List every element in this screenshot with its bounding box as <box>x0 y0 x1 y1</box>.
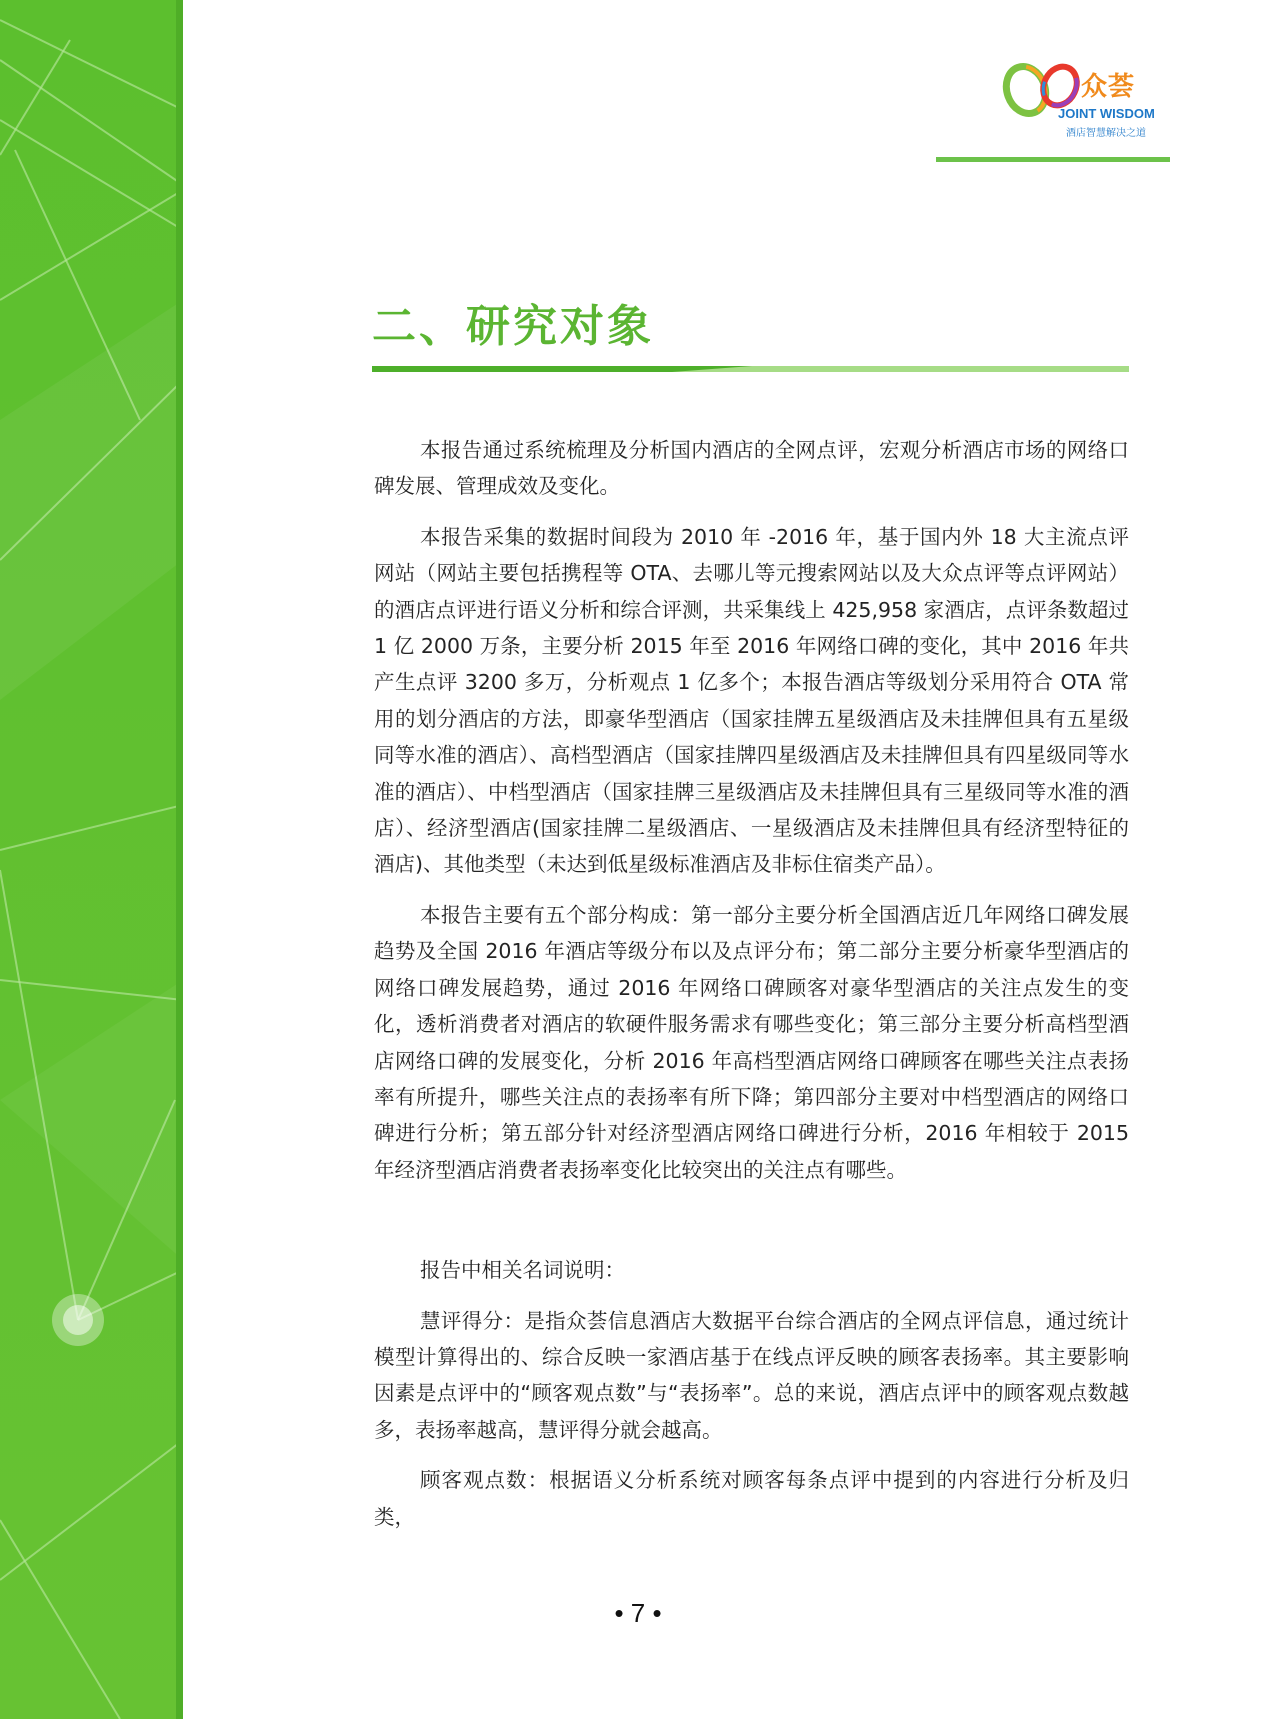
paragraph-structure: 本报告主要有五个部分构成：第一部分主要分析全国酒店近几年网络口碑发展趋势及全国 2016 年酒店等级分布以及点评分布；第二部分主要分析豪华型酒店的网络口碑发展趋势，通过 2016 年网络口碑顾客对豪华型酒店的关注点发生的变化，透析消费者对酒店的软硬件服务需求有哪些变化；第三部分主要分析高档型酒店网络口碑的发展变化，分析 2016 年高档型酒店网络口碑顾客在哪些关注点表扬率有所提升，哪些关注点的表扬率有所下降；第四部分主要对中档型酒店的网络口碑进行分析；第五部分针对经济型酒店网络口碑进行分析，2016 年相较于 2015 年经济型酒店消费者表扬率变化比较突出的关注点有哪些。 <box>374 902 1129 1182</box>
logo-chinese-name: 众荟 <box>1081 72 1136 102</box>
body-content <box>374 432 1129 1549</box>
notes-heading: 报告中相关名词说明： <box>420 1258 625 1283</box>
section-title: 二、研究对象 <box>372 301 654 352</box>
note-customer-opinions: 顾客观点数：根据语义分析系统对顾客每条点评中提到的内容进行分析及归类， <box>374 1468 1129 1529</box>
joint-wisdom-logo <box>1002 56 1180 140</box>
header-divider <box>936 157 1170 162</box>
note-huiping-score: 慧评得分：是指众荟信息酒店大数据平台综合酒店的全网点评信息，通过统计模型计算得出的、综合反映一家酒店基于在线点评反映的顾客表扬率。其主要影响因素是点评中的“顾客观点数”与“表扬率”。总的来说，酒店点评中的顾客观点数越多，表扬率越高，慧评得分就会越高。 <box>374 1308 1129 1442</box>
page-number: • 7 • <box>614 1598 662 1628</box>
decorative-sidebar <box>0 0 183 1719</box>
title-underline <box>372 366 1129 372</box>
paragraph-data-scope: 本报告采集的数据时间段为 2010 年 -2016 年，基于国内外 18 大主流点评网站（网站主要包括携程等 OTA、去哪儿等元搜索网站以及大众点评等点评网站）的酒店点评进行语义分析和综合评测，共采集线上 425,958 家酒店，点评条数超过 1 亿 2000 万条，主要分析 2015 年至 2016 年网络口碑的变化，其中 2016 年共产生点评 3200 多万，分析观点 1 亿多个；本报告酒店等级划分采用符合 OTA 常用的划分酒店的方法，即豪华型酒店（国家挂牌五星级酒店及未挂牌但具有五星级同等水准的酒店）、高档型酒店（国家挂牌四星级酒店及未挂牌但具有四星级同等水准的酒店）、中档型酒店（国家挂牌三星级酒店及未挂牌但具有三星级同等水准的酒店）、经济型酒店(国家挂牌二星级酒店、一星级酒店及未挂牌但具有经济型特征的酒店)、其他类型（未达到低星级标准酒店及非标住宿类产品）。 <box>374 524 1129 877</box>
logo-tagline: 酒店智慧解决之道 <box>1066 128 1146 139</box>
logo-english-name: JOINT WISDOM <box>1058 106 1155 121</box>
paragraph-intro: 本报告通过系统梳理及分析国内酒店的全网点评，宏观分析酒店市场的网络口碑发展、管理成效及变化。 <box>374 438 1129 499</box>
